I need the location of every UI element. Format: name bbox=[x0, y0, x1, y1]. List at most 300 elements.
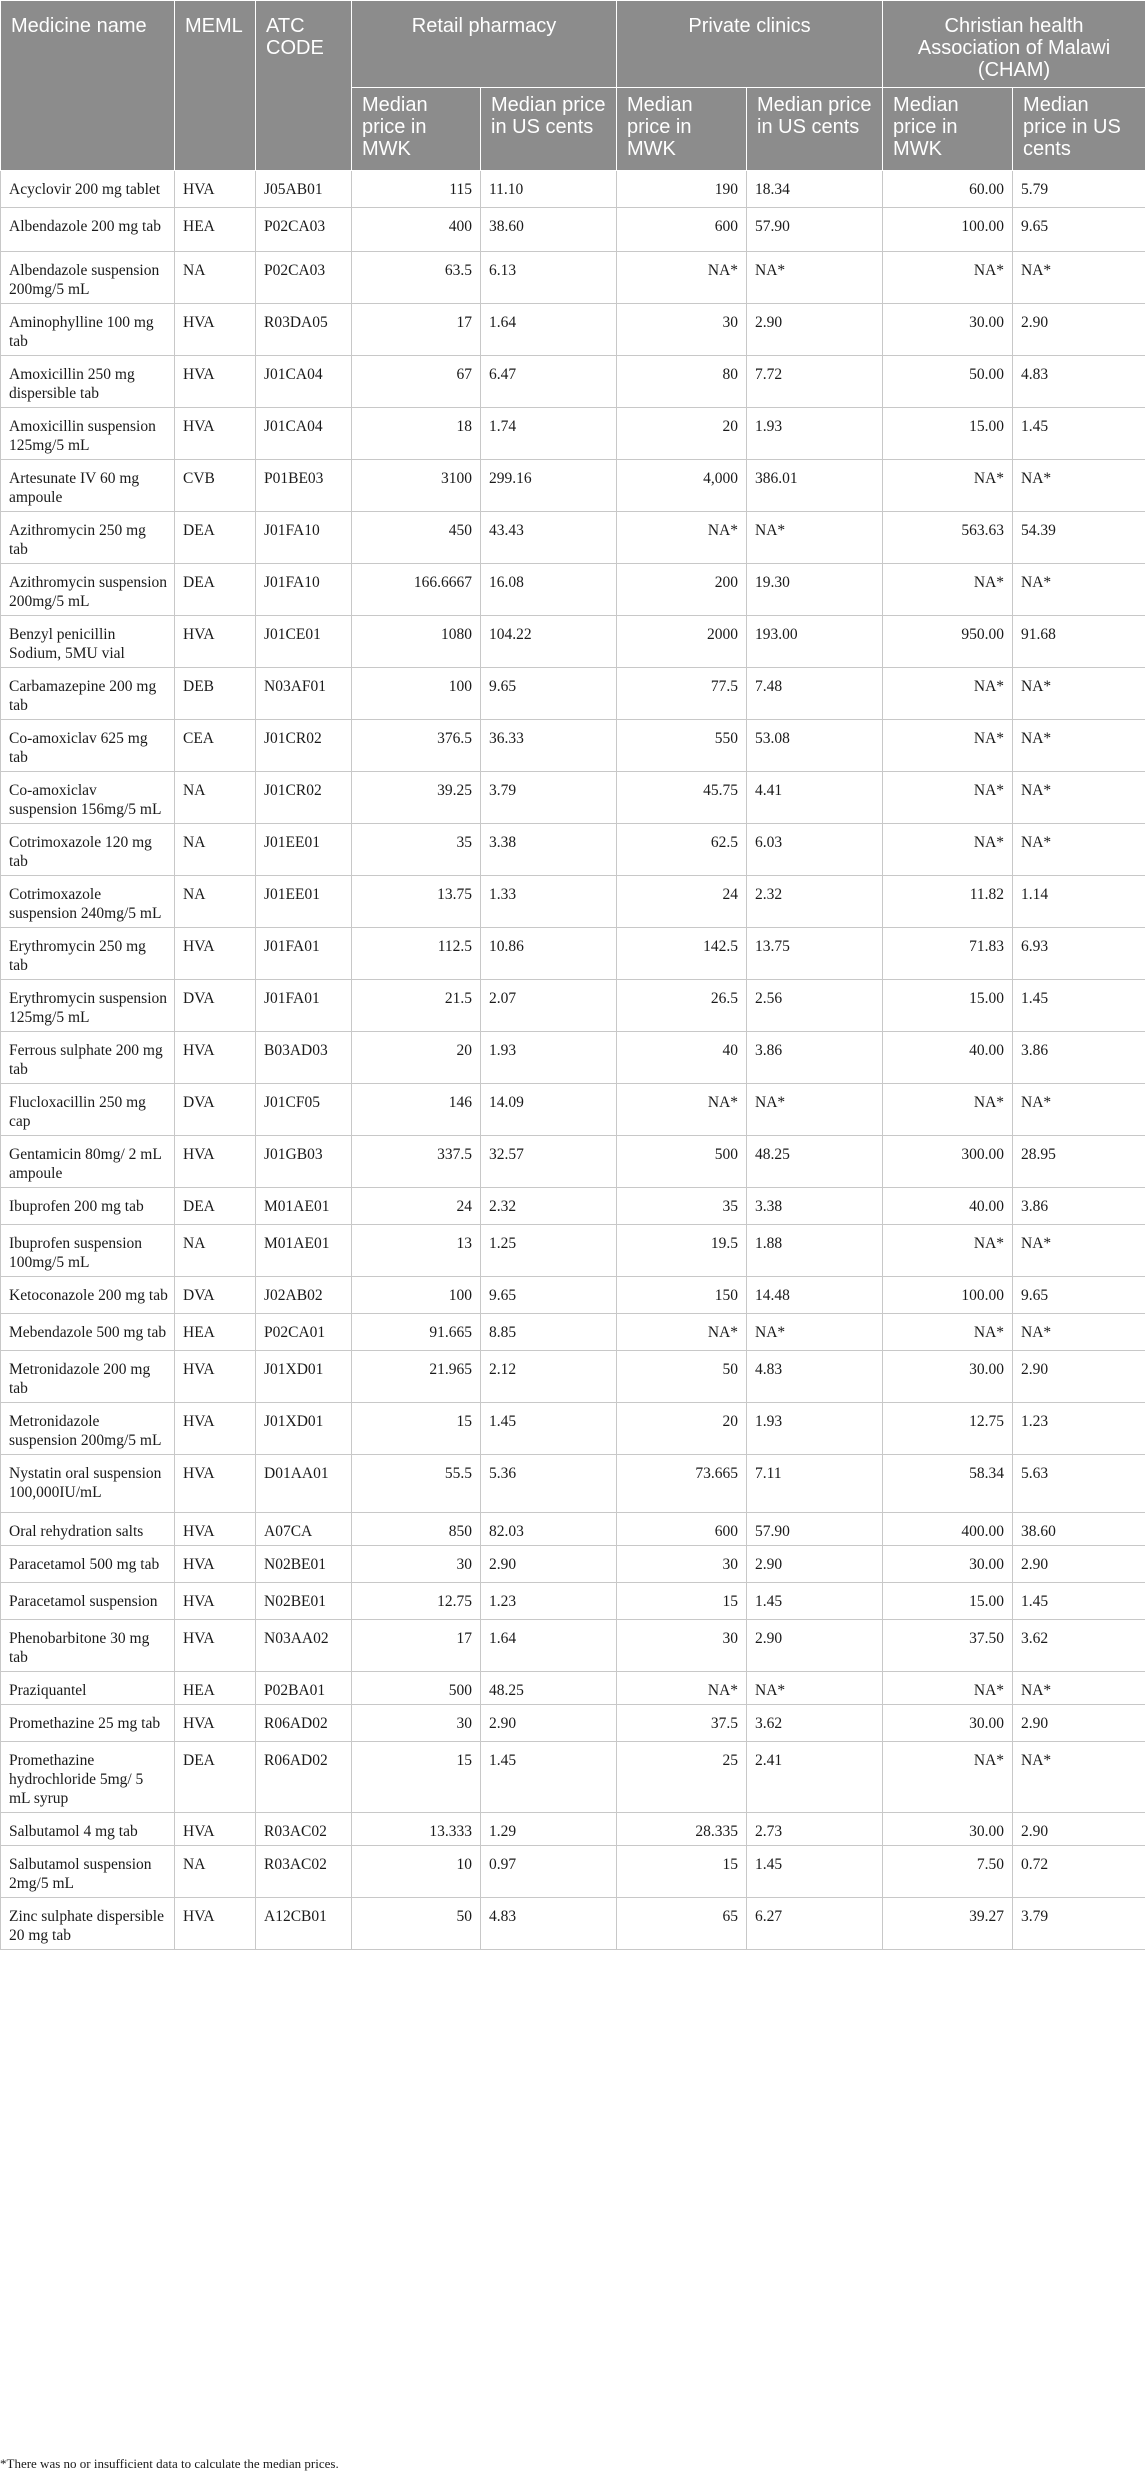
header-retail-median-mwk: Median price in MWK bbox=[352, 88, 481, 171]
retail-mwk-cell: 17 bbox=[352, 304, 481, 356]
retail-mwk-cell: 50 bbox=[352, 1898, 481, 1950]
cham-mwk-cell: NA* bbox=[883, 1084, 1013, 1136]
atc-code-cell: N03AF01 bbox=[256, 668, 352, 720]
retail-mwk-cell: 21.5 bbox=[352, 980, 481, 1032]
private-us-cell: 3.86 bbox=[747, 1032, 883, 1084]
meml-cell: NA bbox=[175, 1846, 256, 1898]
private-us-cell: 18.34 bbox=[747, 171, 883, 208]
table-row bbox=[1, 1583, 1145, 1620]
retail-mwk-cell: 18 bbox=[352, 408, 481, 460]
private-us-cell: 19.30 bbox=[747, 564, 883, 616]
retail-mwk-cell: 13.75 bbox=[352, 876, 481, 928]
cham-mwk-cell: 11.82 bbox=[883, 876, 1013, 928]
medicine-name-cell: Flucloxacillin 250 mg cap bbox=[1, 1084, 175, 1136]
retail-us-cell: 2.90 bbox=[481, 1705, 617, 1742]
meml-cell: DEA bbox=[175, 1742, 256, 1813]
medicine-name-cell: Paracetamol suspension bbox=[1, 1583, 175, 1620]
table-row bbox=[1, 1898, 1145, 1950]
retail-us-cell: 2.32 bbox=[481, 1188, 617, 1225]
table-row bbox=[1, 564, 1145, 616]
cham-mwk-cell: NA* bbox=[883, 772, 1013, 824]
medicine-name-cell: Amoxicillin suspension 125mg/5 mL bbox=[1, 408, 175, 460]
private-us-cell: 1.93 bbox=[747, 408, 883, 460]
cham-mwk-cell: 100.00 bbox=[883, 208, 1013, 252]
private-us-cell: 2.41 bbox=[747, 1742, 883, 1813]
atc-code-cell: A07CA bbox=[256, 1513, 352, 1546]
private-us-cell: 2.73 bbox=[747, 1813, 883, 1846]
retail-mwk-cell: 67 bbox=[352, 356, 481, 408]
private-us-cell: 1.45 bbox=[747, 1846, 883, 1898]
retail-us-cell: 0.97 bbox=[481, 1846, 617, 1898]
meml-cell: DEA bbox=[175, 512, 256, 564]
retail-us-cell: 1.29 bbox=[481, 1813, 617, 1846]
atc-code-cell: J01CA04 bbox=[256, 408, 352, 460]
table-row bbox=[1, 1672, 1145, 1705]
retail-us-cell: 1.45 bbox=[481, 1403, 617, 1455]
retail-mwk-cell: 39.25 bbox=[352, 772, 481, 824]
atc-code-cell: R03AC02 bbox=[256, 1813, 352, 1846]
table-row bbox=[1, 1705, 1145, 1742]
retail-mwk-cell: 63.5 bbox=[352, 252, 481, 304]
retail-us-cell: 104.22 bbox=[481, 616, 617, 668]
cham-mwk-cell: NA* bbox=[883, 824, 1013, 876]
retail-us-cell: 82.03 bbox=[481, 1513, 617, 1546]
atc-code-cell: N02BE01 bbox=[256, 1546, 352, 1583]
medicine-name-cell: Artesunate IV 60 mg ampoule bbox=[1, 460, 175, 512]
medicine-name-cell: Cotrimoxazole suspension 240mg/5 mL bbox=[1, 876, 175, 928]
cham-mwk-cell: NA* bbox=[883, 1742, 1013, 1813]
private-us-cell: NA* bbox=[747, 1314, 883, 1351]
retail-us-cell: 48.25 bbox=[481, 1672, 617, 1705]
retail-us-cell: 1.93 bbox=[481, 1032, 617, 1084]
medicine-name-cell: Zinc sulphate dispersible 20 mg tab bbox=[1, 1898, 175, 1950]
header-retail-median-us: Median price in US cents bbox=[481, 88, 617, 171]
retail-us-cell: 3.79 bbox=[481, 772, 617, 824]
private-mwk-cell: 80 bbox=[617, 356, 747, 408]
atc-code-cell: P02CA03 bbox=[256, 208, 352, 252]
meml-cell: DVA bbox=[175, 1277, 256, 1314]
private-us-cell: 2.90 bbox=[747, 1546, 883, 1583]
retail-mwk-cell: 500 bbox=[352, 1672, 481, 1705]
table-row bbox=[1, 1742, 1145, 1813]
private-mwk-cell: 77.5 bbox=[617, 668, 747, 720]
medicine-name-cell: Co-amoxiclav 625 mg tab bbox=[1, 720, 175, 772]
private-us-cell: 53.08 bbox=[747, 720, 883, 772]
private-mwk-cell: 73.665 bbox=[617, 1455, 747, 1513]
atc-code-cell: J01FA10 bbox=[256, 512, 352, 564]
meml-cell: DVA bbox=[175, 980, 256, 1032]
retail-mwk-cell: 3100 bbox=[352, 460, 481, 512]
private-mwk-cell: 2000 bbox=[617, 616, 747, 668]
atc-code-cell: P02CA03 bbox=[256, 252, 352, 304]
retail-mwk-cell: 35 bbox=[352, 824, 481, 876]
cham-us-cell: NA* bbox=[1013, 1225, 1145, 1277]
private-us-cell: 2.32 bbox=[747, 876, 883, 928]
medicine-name-cell: Salbutamol suspension 2mg/5 mL bbox=[1, 1846, 175, 1898]
private-us-cell: NA* bbox=[747, 512, 883, 564]
meml-cell: NA bbox=[175, 252, 256, 304]
medicine-name-cell: Oral rehydration salts bbox=[1, 1513, 175, 1546]
table-row bbox=[1, 1225, 1145, 1277]
cham-us-cell: 1.45 bbox=[1013, 980, 1145, 1032]
table-row bbox=[1, 1032, 1145, 1084]
retail-us-cell: 1.33 bbox=[481, 876, 617, 928]
meml-cell: HVA bbox=[175, 1455, 256, 1513]
cham-mwk-cell: 37.50 bbox=[883, 1620, 1013, 1672]
cham-us-cell: 3.62 bbox=[1013, 1620, 1145, 1672]
retail-mwk-cell: 450 bbox=[352, 512, 481, 564]
table-row bbox=[1, 1084, 1145, 1136]
private-mwk-cell: 40 bbox=[617, 1032, 747, 1084]
retail-us-cell: 6.13 bbox=[481, 252, 617, 304]
private-us-cell: 7.48 bbox=[747, 668, 883, 720]
atc-code-cell: R06AD02 bbox=[256, 1742, 352, 1813]
meml-cell: HVA bbox=[175, 928, 256, 980]
atc-code-cell: J01FA01 bbox=[256, 980, 352, 1032]
table-row bbox=[1, 824, 1145, 876]
cham-mwk-cell: 71.83 bbox=[883, 928, 1013, 980]
cham-mwk-cell: NA* bbox=[883, 720, 1013, 772]
private-mwk-cell: 30 bbox=[617, 304, 747, 356]
cham-us-cell: NA* bbox=[1013, 720, 1145, 772]
retail-mwk-cell: 55.5 bbox=[352, 1455, 481, 1513]
table-row bbox=[1, 1314, 1145, 1351]
cham-us-cell: 3.79 bbox=[1013, 1898, 1145, 1950]
cham-us-cell: 38.60 bbox=[1013, 1513, 1145, 1546]
atc-code-cell: J01CE01 bbox=[256, 616, 352, 668]
table-header bbox=[1, 1, 1145, 171]
meml-cell: DEB bbox=[175, 668, 256, 720]
medicine-name-cell: Azithromycin suspension 200mg/5 mL bbox=[1, 564, 175, 616]
atc-code-cell: N02BE01 bbox=[256, 1583, 352, 1620]
private-mwk-cell: NA* bbox=[617, 1672, 747, 1705]
meml-cell: NA bbox=[175, 772, 256, 824]
cham-us-cell: 2.90 bbox=[1013, 1546, 1145, 1583]
atc-code-cell: J01FA10 bbox=[256, 564, 352, 616]
table-row bbox=[1, 171, 1145, 208]
cham-us-cell: 5.63 bbox=[1013, 1455, 1145, 1513]
cham-us-cell: 3.86 bbox=[1013, 1188, 1145, 1225]
cham-mwk-cell: 40.00 bbox=[883, 1032, 1013, 1084]
private-mwk-cell: 26.5 bbox=[617, 980, 747, 1032]
retail-mwk-cell: 850 bbox=[352, 1513, 481, 1546]
meml-cell: CVB bbox=[175, 460, 256, 512]
meml-cell: HVA bbox=[175, 1032, 256, 1084]
private-mwk-cell: 28.335 bbox=[617, 1813, 747, 1846]
cham-mwk-cell: 100.00 bbox=[883, 1277, 1013, 1314]
cham-us-cell: 91.68 bbox=[1013, 616, 1145, 668]
private-mwk-cell: 550 bbox=[617, 720, 747, 772]
private-mwk-cell: 50 bbox=[617, 1351, 747, 1403]
cham-mwk-cell: 30.00 bbox=[883, 1813, 1013, 1846]
retail-us-cell: 5.36 bbox=[481, 1455, 617, 1513]
cham-mwk-cell: NA* bbox=[883, 1314, 1013, 1351]
private-us-cell: 57.90 bbox=[747, 1513, 883, 1546]
meml-cell: HVA bbox=[175, 1513, 256, 1546]
atc-code-cell: P02CA01 bbox=[256, 1314, 352, 1351]
header-private-median-us: Median price in US cents bbox=[747, 88, 883, 171]
table-row bbox=[1, 1136, 1145, 1188]
retail-us-cell: 2.12 bbox=[481, 1351, 617, 1403]
header-meml: MEML bbox=[175, 1, 256, 171]
meml-cell: HEA bbox=[175, 208, 256, 252]
medicine-name-cell: Cotrimoxazole 120 mg tab bbox=[1, 824, 175, 876]
private-us-cell: NA* bbox=[747, 1672, 883, 1705]
cham-mwk-cell: 15.00 bbox=[883, 980, 1013, 1032]
table-row bbox=[1, 1620, 1145, 1672]
table-row bbox=[1, 304, 1145, 356]
private-mwk-cell: NA* bbox=[617, 252, 747, 304]
retail-us-cell: 8.85 bbox=[481, 1314, 617, 1351]
cham-us-cell: NA* bbox=[1013, 252, 1145, 304]
cham-us-cell: NA* bbox=[1013, 1314, 1145, 1351]
atc-code-cell: R03DA05 bbox=[256, 304, 352, 356]
medicine-name-cell: Promethazine hydrochloride 5mg/ 5 mL syrup bbox=[1, 1742, 175, 1813]
medicine-name-cell: Co-amoxiclav suspension 156mg/5 mL bbox=[1, 772, 175, 824]
private-mwk-cell: 30 bbox=[617, 1546, 747, 1583]
cham-us-cell: NA* bbox=[1013, 564, 1145, 616]
private-mwk-cell: 200 bbox=[617, 564, 747, 616]
retail-us-cell: 2.07 bbox=[481, 980, 617, 1032]
retail-mwk-cell: 376.5 bbox=[352, 720, 481, 772]
atc-code-cell: N03AA02 bbox=[256, 1620, 352, 1672]
table-row bbox=[1, 512, 1145, 564]
medicine-name-cell: Benzyl penicillin Sodium, 5MU vial bbox=[1, 616, 175, 668]
retail-mwk-cell: 115 bbox=[352, 171, 481, 208]
medicine-name-cell: Gentamicin 80mg/ 2 mL ampoule bbox=[1, 1136, 175, 1188]
atc-code-cell: J01CR02 bbox=[256, 772, 352, 824]
retail-us-cell: 14.09 bbox=[481, 1084, 617, 1136]
retail-mwk-cell: 337.5 bbox=[352, 1136, 481, 1188]
atc-code-cell: J01FA01 bbox=[256, 928, 352, 980]
retail-us-cell: 11.10 bbox=[481, 171, 617, 208]
retail-mwk-cell: 15 bbox=[352, 1742, 481, 1813]
cham-us-cell: 9.65 bbox=[1013, 208, 1145, 252]
retail-mwk-cell: 12.75 bbox=[352, 1583, 481, 1620]
private-us-cell: 386.01 bbox=[747, 460, 883, 512]
cham-us-cell: 2.90 bbox=[1013, 1813, 1145, 1846]
table-row bbox=[1, 1351, 1145, 1403]
atc-code-cell: D01AA01 bbox=[256, 1455, 352, 1513]
retail-mwk-cell: 112.5 bbox=[352, 928, 481, 980]
private-mwk-cell: 4,000 bbox=[617, 460, 747, 512]
medicine-name-cell: Azithromycin 250 mg tab bbox=[1, 512, 175, 564]
cham-mwk-cell: NA* bbox=[883, 668, 1013, 720]
cham-us-cell: 2.90 bbox=[1013, 1705, 1145, 1742]
medicine-name-cell: Salbutamol 4 mg tab bbox=[1, 1813, 175, 1846]
cham-mwk-cell: 950.00 bbox=[883, 616, 1013, 668]
cham-us-cell: 3.86 bbox=[1013, 1032, 1145, 1084]
footnote: *There was no or insufficient data to calculate the median prices. bbox=[0, 2456, 339, 2471]
retail-us-cell: 36.33 bbox=[481, 720, 617, 772]
table-row bbox=[1, 408, 1145, 460]
cham-mwk-cell: 563.63 bbox=[883, 512, 1013, 564]
meml-cell: HVA bbox=[175, 1583, 256, 1620]
private-us-cell: NA* bbox=[747, 1084, 883, 1136]
header-private-median-mwk: Median price in MWK bbox=[617, 88, 747, 171]
retail-us-cell: 43.43 bbox=[481, 512, 617, 564]
cham-us-cell: 1.23 bbox=[1013, 1403, 1145, 1455]
cham-us-cell: 1.14 bbox=[1013, 876, 1145, 928]
private-us-cell: 13.75 bbox=[747, 928, 883, 980]
medicine-name-cell: Erythromycin 250 mg tab bbox=[1, 928, 175, 980]
atc-code-cell: J01EE01 bbox=[256, 824, 352, 876]
cham-mwk-cell: NA* bbox=[883, 564, 1013, 616]
cham-us-cell: NA* bbox=[1013, 772, 1145, 824]
table-row bbox=[1, 1403, 1145, 1455]
header-cham: Christian health Association of Malawi (CHAM) bbox=[883, 1, 1145, 88]
meml-cell: NA bbox=[175, 876, 256, 928]
table-row bbox=[1, 460, 1145, 512]
cham-mwk-cell: 30.00 bbox=[883, 1351, 1013, 1403]
private-us-cell: 7.72 bbox=[747, 356, 883, 408]
cham-mwk-cell: 400.00 bbox=[883, 1513, 1013, 1546]
private-mwk-cell: 15 bbox=[617, 1846, 747, 1898]
retail-mwk-cell: 30 bbox=[352, 1546, 481, 1583]
meml-cell: HVA bbox=[175, 1898, 256, 1950]
header-atc-code: ATC CODE bbox=[256, 1, 352, 171]
medicine-name-cell: Acyclovir 200 mg tablet bbox=[1, 171, 175, 208]
retail-mwk-cell: 100 bbox=[352, 668, 481, 720]
private-us-cell: 14.48 bbox=[747, 1277, 883, 1314]
meml-cell: DVA bbox=[175, 1084, 256, 1136]
medicine-name-cell: Erythromycin suspension 125mg/5 mL bbox=[1, 980, 175, 1032]
private-us-cell: 4.41 bbox=[747, 772, 883, 824]
retail-us-cell: 299.16 bbox=[481, 460, 617, 512]
medicine-name-cell: Ibuprofen suspension 100mg/5 mL bbox=[1, 1225, 175, 1277]
medicine-name-cell: Albendazole suspension 200mg/5 mL bbox=[1, 252, 175, 304]
meml-cell: HVA bbox=[175, 1813, 256, 1846]
medicine-name-cell: Metronidazole suspension 200mg/5 mL bbox=[1, 1403, 175, 1455]
medicine-name-cell: Promethazine 25 mg tab bbox=[1, 1705, 175, 1742]
medicine-name-cell: Carbamazepine 200 mg tab bbox=[1, 668, 175, 720]
table-row bbox=[1, 1455, 1145, 1513]
retail-us-cell: 9.65 bbox=[481, 1277, 617, 1314]
retail-mwk-cell: 91.665 bbox=[352, 1314, 481, 1351]
retail-mwk-cell: 1080 bbox=[352, 616, 481, 668]
atc-code-cell: J01CF05 bbox=[256, 1084, 352, 1136]
cham-us-cell: 28.95 bbox=[1013, 1136, 1145, 1188]
cham-mwk-cell: 15.00 bbox=[883, 408, 1013, 460]
retail-mwk-cell: 13.333 bbox=[352, 1813, 481, 1846]
private-us-cell: 2.90 bbox=[747, 1620, 883, 1672]
header-medicine-name: Medicine name bbox=[1, 1, 175, 171]
meml-cell: NA bbox=[175, 1225, 256, 1277]
cham-us-cell: 1.45 bbox=[1013, 1583, 1145, 1620]
retail-us-cell: 1.74 bbox=[481, 408, 617, 460]
private-us-cell: 3.38 bbox=[747, 1188, 883, 1225]
meml-cell: HVA bbox=[175, 1351, 256, 1403]
meml-cell: HVA bbox=[175, 1136, 256, 1188]
retail-mwk-cell: 20 bbox=[352, 1032, 481, 1084]
atc-code-cell: R03AC02 bbox=[256, 1846, 352, 1898]
private-us-cell: 6.27 bbox=[747, 1898, 883, 1950]
cham-us-cell: NA* bbox=[1013, 1742, 1145, 1813]
medicine-name-cell: Albendazole 200 mg tab bbox=[1, 208, 175, 252]
atc-code-cell: P01BE03 bbox=[256, 460, 352, 512]
header-retail-pharmacy: Retail pharmacy bbox=[352, 1, 617, 88]
meml-cell: HVA bbox=[175, 1403, 256, 1455]
meml-cell: HVA bbox=[175, 1705, 256, 1742]
private-mwk-cell: 35 bbox=[617, 1188, 747, 1225]
atc-code-cell: J01GB03 bbox=[256, 1136, 352, 1188]
cham-mwk-cell: 58.34 bbox=[883, 1455, 1013, 1513]
meml-cell: HVA bbox=[175, 1546, 256, 1583]
atc-code-cell: M01AE01 bbox=[256, 1225, 352, 1277]
header-cham-median-us: Median price in US cents bbox=[1013, 88, 1145, 171]
meml-cell: HVA bbox=[175, 356, 256, 408]
private-us-cell: 4.83 bbox=[747, 1351, 883, 1403]
private-mwk-cell: 600 bbox=[617, 1513, 747, 1546]
medicine-name-cell: Ferrous sulphate 200 mg tab bbox=[1, 1032, 175, 1084]
retail-us-cell: 1.25 bbox=[481, 1225, 617, 1277]
private-us-cell: 1.93 bbox=[747, 1403, 883, 1455]
cham-mwk-cell: 12.75 bbox=[883, 1403, 1013, 1455]
retail-mwk-cell: 17 bbox=[352, 1620, 481, 1672]
cham-mwk-cell: 15.00 bbox=[883, 1583, 1013, 1620]
table-row bbox=[1, 1188, 1145, 1225]
private-mwk-cell: 190 bbox=[617, 171, 747, 208]
cham-mwk-cell: NA* bbox=[883, 1672, 1013, 1705]
table-row bbox=[1, 1813, 1145, 1846]
cham-mwk-cell: 7.50 bbox=[883, 1846, 1013, 1898]
private-us-cell: 1.45 bbox=[747, 1583, 883, 1620]
private-us-cell: 48.25 bbox=[747, 1136, 883, 1188]
private-us-cell: 2.90 bbox=[747, 304, 883, 356]
header-private-clinics: Private clinics bbox=[617, 1, 883, 88]
atc-code-cell: J01CA04 bbox=[256, 356, 352, 408]
retail-mwk-cell: 30 bbox=[352, 1705, 481, 1742]
cham-us-cell: 2.90 bbox=[1013, 304, 1145, 356]
private-mwk-cell: 20 bbox=[617, 408, 747, 460]
atc-code-cell: J05AB01 bbox=[256, 171, 352, 208]
meml-cell: HVA bbox=[175, 408, 256, 460]
cham-us-cell: 6.93 bbox=[1013, 928, 1145, 980]
table-row bbox=[1, 876, 1145, 928]
cham-mwk-cell: NA* bbox=[883, 252, 1013, 304]
private-mwk-cell: 30 bbox=[617, 1620, 747, 1672]
cham-mwk-cell: 50.00 bbox=[883, 356, 1013, 408]
medicine-name-cell: Praziquantel bbox=[1, 1672, 175, 1705]
medicine-name-cell: Ketoconazole 200 mg tab bbox=[1, 1277, 175, 1314]
retail-us-cell: 1.23 bbox=[481, 1583, 617, 1620]
meml-cell: HVA bbox=[175, 304, 256, 356]
private-us-cell: 193.00 bbox=[747, 616, 883, 668]
retail-us-cell: 3.38 bbox=[481, 824, 617, 876]
table-row bbox=[1, 772, 1145, 824]
table-row bbox=[1, 1513, 1145, 1546]
private-us-cell: 3.62 bbox=[747, 1705, 883, 1742]
meml-cell: HVA bbox=[175, 171, 256, 208]
header-cham-median-mwk: Median price in MWK bbox=[883, 88, 1013, 171]
table-row bbox=[1, 616, 1145, 668]
retail-us-cell: 16.08 bbox=[481, 564, 617, 616]
table-row bbox=[1, 1846, 1145, 1898]
private-mwk-cell: 37.5 bbox=[617, 1705, 747, 1742]
private-us-cell: 7.11 bbox=[747, 1455, 883, 1513]
cham-mwk-cell: 40.00 bbox=[883, 1188, 1013, 1225]
table-row bbox=[1, 980, 1145, 1032]
medicine-name-cell: Paracetamol 500 mg tab bbox=[1, 1546, 175, 1583]
private-mwk-cell: NA* bbox=[617, 1314, 747, 1351]
atc-code-cell: J01XD01 bbox=[256, 1403, 352, 1455]
retail-us-cell: 2.90 bbox=[481, 1546, 617, 1583]
cham-us-cell: 2.90 bbox=[1013, 1351, 1145, 1403]
private-us-cell: 2.56 bbox=[747, 980, 883, 1032]
table-row bbox=[1, 1277, 1145, 1314]
atc-code-cell: P02BA01 bbox=[256, 1672, 352, 1705]
retail-us-cell: 1.45 bbox=[481, 1742, 617, 1813]
